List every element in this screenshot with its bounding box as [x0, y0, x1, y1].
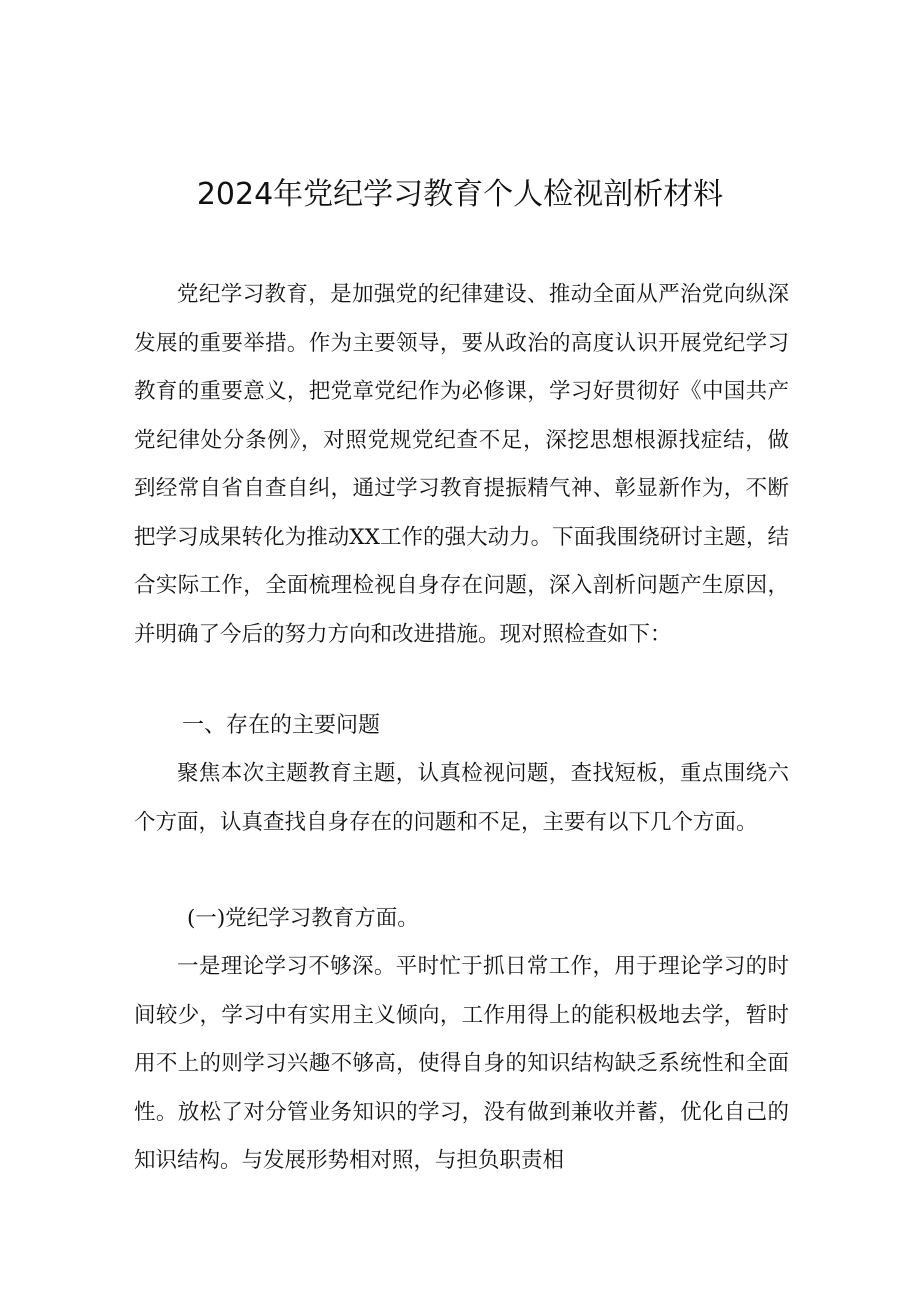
subsection-heading: (一)党纪学习教育方面。 — [187, 906, 419, 931]
subsection1-body — [134, 943, 789, 1186]
section1-body — [134, 750, 789, 847]
section1-paragraph: 聚焦本次主题教育主题，认真检视问题，查找短板，重点围绕六个方面，认真查找自身存在的问题和不足，主要有以下几个方面。 — [134, 761, 789, 835]
intro-section — [134, 271, 789, 659]
document-title: 2024年党纪学习教育个人检视剖析材料 — [196, 177, 724, 212]
intro-paragraph: 党纪学习教育，是加强党的纪律建设、推动全面从严治党向纵深发展的重要举措。作为主要领导，要从政治的高度认识开展党纪学习教育的重要意义，把党章党纪作为必修课，学习好贯彻好《中国共产党纪律处分条例》，对照党规党纪查不足，深挖思想根源找症结，做到经常自省自查自纠，通过学习教育提振精气神、彰显新作为，不断把学习成果转化为推动XX工作的强大动力。下面我围绕研讨主题，结合实际工作，全面梳理检视自身存在问题，深入剖析问题产生原因，并明确了今后的努力方向和改进措施。现对照检查如下： — [134, 282, 789, 647]
subsection1-paragraph: 一是理论学习不够深。平时忙于抓日常工作，用于理论学习的时间较少，学习中有实用主义倾向，工作用得上的能积极地去学，暂时用不上的则学习兴趣不够高，使得自身的知识结构缺乏系统性和全面性。放松了对分管业务知识的学习，没有做到兼收并蓄，优化自己的知识结构。与发展形势相对照，与担负职责相 — [134, 954, 789, 1173]
section-heading: 一、存在的主要问题 — [182, 713, 381, 738]
